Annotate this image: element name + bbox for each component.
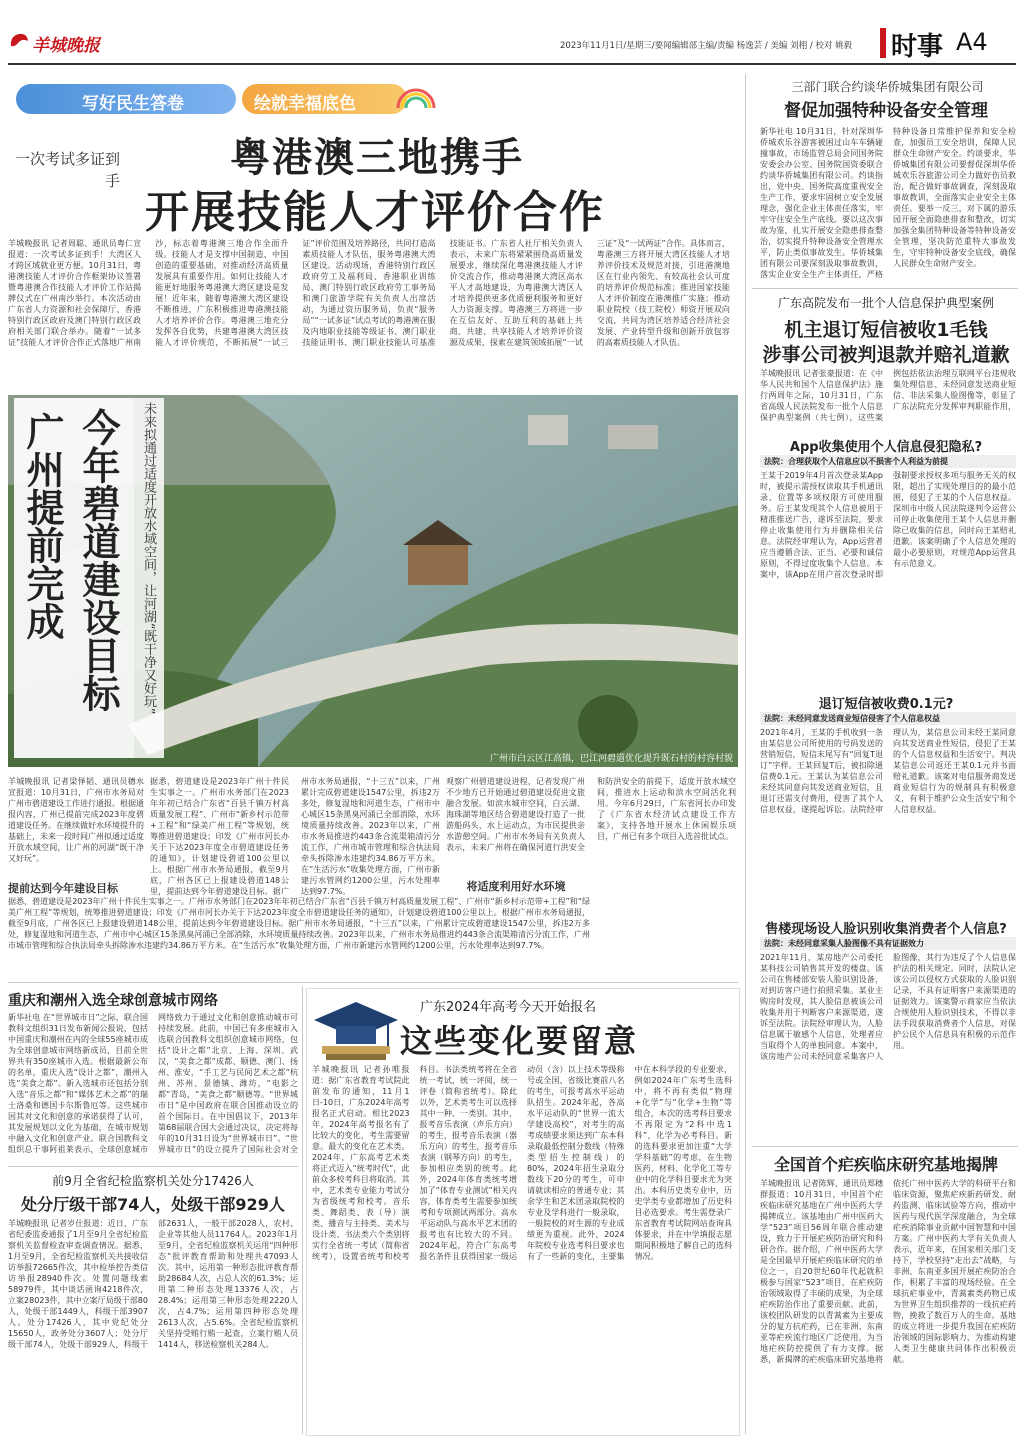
divider-greenway xyxy=(8,982,738,983)
logo-text: 羊城晚报 xyxy=(32,36,100,56)
photo-caption: 广州市白云区江高镇，巴江河碧道优化提升既石村的村容村貌 xyxy=(489,754,733,764)
case2-title: 退订短信被收费0.1元? xyxy=(818,697,954,712)
graduation-cap-icon xyxy=(312,994,400,1064)
privacy-headline-line2: 涉事公司被判退款并赔礼道歉 xyxy=(762,344,1010,366)
case2-law: 法院：未经同意发送商业短信侵害了个人信息权益 xyxy=(760,712,1016,725)
greenway-headline: 今年碧道建设目标 xyxy=(76,408,120,712)
section-marker xyxy=(880,28,886,58)
masthead-rule xyxy=(8,63,1016,65)
greenway-body2-continued: 据悉，碧道建设是2023年广州十件民生实事之一。广州市水务部门在2023年年初已结合广东省“百县千镇万村高质量发展工程”、广州市“新乡村示范带+工程”和“绿美广州工程”等规划，统筹推进碧道建设；印发《广州市河长办关于下达2023年度全市碧道建设任务的通知》，计划建设碧道100公里以上。根据广州市水务局通报，截至9月底，广州各区已上报建设碧道148公里，提前达到今年碧道建设目标。据广州市水务局通报，“十三五”以来，广州累计完成碧道建设1547公里，拆违2万多处，修复湿地和河道生态，广州市中心城区15条黑臭河涌已全部消除，水环境质量持续改善。2023年以来，广州市水务局推进约443条合流渠箱清污分流工作，广州市城市管理和综合执法局牵头拆除渗水违建约34.86万平方米。在“生活污水”收集处理方面，广州市新建污水管网约1200公里，污水处理率达到97.7%。 xyxy=(150,777,440,896)
case3-body: 2021年11月，某房地产公司委托某科技公司销售其开发的楼盘。该公司在售楼部安装人脸识别设备，对到访客户进行拍照采集。某业主购房时发现，其人脸信息被该公司收集并用于判断客户来源渠道，遂诉至法院。法院经审理认为，人脸信息属于敏感个人信息，处理者应当取得个人的单独同意。本案中，该房地产公司未经同意采集客户人脸图像，其行为违反了个人信息保护法的相关规定。同时，法院认定该公司以侵权方式获取的人脸识别记录，不具有证明客户来源渠道的证据效力。该案警示商家应当依法合规使用人脸识别技术，不得以非法手段获取消费者个人信息，对保护公民个人信息具有积极的示范作用。 xyxy=(760,953,1016,1061)
case3-law: 法院：未经同意采集人脸图像不具有证据效力 xyxy=(760,937,1016,950)
theme-banner xyxy=(16,80,416,120)
gaokao-body: 羊城晚报讯 记者孙唯报道：据广东省教育考试院此前发布的通知，11月1日-10日，广东2024年高考报名正式启动。相比2023年，2024年高考报名有了比较大的变化，考生需要留意。最大的变化在艺术类。2024年，广东高考艺术类将正式迈入“统考时代”，此前众多校考科目将取消。其中，艺术类专业能力考试分为省级统考和校考。音乐类、舞蹈类、表（导）演类、播音与主持类、美术与设计类、书法类六个类别将实行全省统一考试（简称省统考），设置省统考和校考科目。书法类统考将在全省统一考试，统一评阅，统一评卷（简称省统考）。除此以外，艺术类考生可以选择其中一种、一类别。其中，报考音乐表演（声乐方向）的考生，报考音乐表演（器乐方向）的考生，报考音乐表演（钢琴方向）的考生，参加相应类别的统考。此外，2024年体育类统考增加了“体育专业测试”相关内容，体育类考生需要参加统考和专项测试两部分。高水平运动队与高水平艺术团的报考也有比较大的不同。2024年起，符合广东高考报名条件且获得国家一级运动员（含）以上技术等级称号或全国、省级比赛前八名的考生，可报考高水平运动队招生。2024年起，各高水平运动队的“世界一流大学建设高校”，对考生的高考成绩要求须达到广东本科录取最低控制分数线（特殊类型招生控制线）的80%，2024年招生录取分数线下20分的考生，可申请就读相应的普通专业；其余学生和艺术团录取院校的专业及学科进行一般录取，一般院校的对生源的专业成绩更为重视。此外，2024年院校专业选考科目要求也有了一些新的变化，主要集中在本科学段的专业要求，例如2024年广东考生选科中，将不再有类似“物理+化学”与“化学+生物”等组合，本次的选考科目要求不再限定为“2科中选1科”，化学为必考科目。新的选科要求更加注重“大学学科基础”的考虑，在生物医药、材料、化学化工等专业中的化学科目要求尤为突出。本科历史类专业中，历史学类专业都增加了历史科目必选要求。考生需登录广东省教育考试院网站查询具体要求，并在中学填报志愿期间积极地了解自己的选科情况。 xyxy=(312,1065,732,1261)
lead-headline-line2: 开展技能人才评价合作 xyxy=(145,187,605,238)
top-right-body: 新华社电 10月31日，针对深圳华侨城欢乐谷游客被困过山车车辆碰撞事故，市场监管总局会同国务院安委会办公室、国务院国资委联合约谈华侨城集团有限公司。约谈指出，党中央、国务院高度重视安全生产工作，要求牢固树立安全发展理念，强化企业主体责任落实，牢牢守住安全生产底线。要以这次事故为鉴，扎实开展安全隐患排查整治，切实提升特种设备安全管理水平，防止类似事故发生。华侨城集团有限公司要深刻汲取事故教训，落实企业安全生产主体责任，严格特种设备日常维护保养和安全检查，加强员工安全培训，保障人民群众生命财产安全。约谈要求，华侨城集团有限公司要督促深圳华侨城欢乐谷旅游公司全力做好伤员救治，配合做好事故调查，深刻汲取事故教训，全面落实企业安全主体责任。要举一反三，对下属的游乐园开展全面隐患排查和整改，切实加强全集团特种设备等特种设备安全管理，坚决防范重特大事故发生，守牢特种设备安全底线，确保人民群众生命财产安全。 xyxy=(760,127,1016,279)
privacy-kicker: 广东高院发布一批个人信息保护典型案例 xyxy=(777,296,994,310)
top-right-headline: 督促加强特种设备安全管理 xyxy=(784,101,988,121)
divider-privacy xyxy=(752,1146,1018,1147)
creative-headline: 重庆和潮州入选全球创意城市网络 xyxy=(8,993,218,1009)
page-number: A4 xyxy=(956,28,988,56)
case1-body: 王某于2019年4月首次登录某App时，被提示需授权读取其手机通讯录、位置等多项权限方可使用服务。后王某发现其个人信息被用于精准推送广告，遂诉至法院，要求停止收集使用行为并删除相关信息。法院经审理认为，App运营者应当遵循合法、正当、必要和诚信原则，不得过度收集个人信息。本案中，该App在用户首次登录时即强制要求授权多项与服务无关的权限，超出了实现处理目的的最小范围，侵犯了王某的个人信息权益。深圳市中级人民法院遂判令运营公司停止收集使用王某个人信息并删除已收集的信息，同时向王某赔礼道歉。该案明确了个人信息处理的最小必要原则，对规范App运营具有示范意义。 xyxy=(760,471,1016,579)
case1-law: 法院：合理获取个人信息应以不损害个人利益为前提 xyxy=(760,455,1016,468)
greenway-body: 羊城晚报讯 记者梁怿韬、通讯员穗水宣报道：10月31日，广州市水务局对广州市碧道建设工作进行通报。根据通报内容，广州已提前完成2023年度碧道建设任务。在继续做好水环境提升的基础上，未来一段时间广州拟通过适度开放水域空间，让广州的河湖“既干净又好玩”。 xyxy=(8,777,144,863)
case3-title: 售楼现场设人脸识别收集消费者个人信息? xyxy=(765,922,1007,937)
divider-top-right xyxy=(752,288,1018,289)
divider-creative xyxy=(8,1166,298,1167)
greenway-body2-cols xyxy=(150,776,440,976)
section-name: 时事 xyxy=(891,32,944,62)
greenway-sub1: 提前达到今年建设目标 xyxy=(8,882,118,895)
greenway-body2: 据悉，碧道建设是2023年广州十件民生实事之一。广州市水务部门在2023年年初已结合广东省“百县千镇万村高质量发展工程”、广州市“新乡村示范带+工程”和“绿美广州工程”等规划，统筹推进碧道建设；印发《广州市河长办关于下达2023年度全市碧道建设任务的通知》，计划建设碧道100公里以上。根据广州市水务局通报，截至9月底，广州各区已上报建设碧道148公里，提前达到今年碧道建设目标。据广州市水务局通报，“十三五”以来，广州累计完成碧道建设1547公里，拆违2万多处，修复湿地和河道生态，广州市中心城区15条黑臭河涌已全部消除，水环境质量持续改善。2023年以来，广州市水务局推进约443条合流渠箱清污分流工作，广州市城市管理和综合执法局牵头拆除渗水违建约34.86万平方米。在“生活污水”收集处理方面，广州市新建污水管网约1200公里，污水处理率达到97.7%。 xyxy=(8,897,590,950)
privacy-intro: 羊城晚报讯 记者张豪报道：在《中华人民共和国个人信息保护法》施行两周年之际，10月31日，广东省高级人民法院发布一批个人信息保护典型案例（共七例），这些案例包括依法治理互联网平台违规收集处理信息、未经同意发送商业短信、非法采集人脸图像等，彰显了广东法院充分发挥审判职能作用， xyxy=(760,369,1016,422)
case1-title: App收集使用个人信息侵犯隐私? xyxy=(789,440,983,455)
gaokao-headline: 这些变化要留意 xyxy=(400,1022,639,1060)
case2-body: 2021年4月，王某的手机收到一条由某信息公司所使用的号码发送的营销短信，短信末尾写有“回复T退订”字样。王某回复T后，被扣除通信费0.1元。王某认为某信息公司未经其同意向其发送商业短信，且退订还需支付费用，侵害了其个人信息权益，遂提起诉讼。法院经审理认为，某信息公司未经王某同意向其发送商业性短信，侵犯了王某的个人信息权益和生活安宁。判决某信息公司返还王某0.1元并书面赔礼道歉。该案对电信服务商发送商业短信行为的规制具有积极意义，有利于维护公众生活安宁和个人信息权益。 xyxy=(760,728,1016,814)
dateline: 2023年11月1日/星期三/要闻编辑部主编/责编 杨逸芸 / 美编 刘栩 / 校对 姚毅 xyxy=(560,41,853,51)
lead-headline-line1: 粤港澳三地携手 xyxy=(230,135,524,181)
column-divider-mid xyxy=(302,986,303,1434)
banner-left-text: 写好民生答卷 xyxy=(82,94,184,114)
banner-right-text: 绘就幸福底色 xyxy=(254,94,356,114)
creative-body: 新华社电 在“世界城市日”之际，联合国教科文组织31日发布新闻公报说，包括中国重庆和潮州在内的全球55座城市成为全球创意城市网络新成员，目前全世界共有350座城市入选。根据最新公布的名单，重庆入选“设计之都”，潮州入选“美食之都”。新入选城市还包括分别入选“音乐之都”和“媒体艺术之都”的瑞士洛桑和德国卡尔斯鲁厄等。这些城市因其对文化和创意的承诺获得了认可，其发展规划以文化为基础，在城市规划中融入文化和创意产业。联合国教科文组织总干事阿祖莱表示，全球创意城市网络致力于通过文化和创意推动城市可持续发展。此前，中国已有多座城市入选联合国教科文组织创意城市网络，包括“设计之都”北京、上海、深圳、武汉，“美食之都”成都、顺德、澳门、扬州、淮安，“手工艺与民间艺术之都”杭州、苏州、景德镇、潍坊，“电影之都”青岛，“美食之都”顺德等。“世界城市日”是中国政府在联合国推动设立的首个国际日。在中国倡议下，2013年第68届联合国大会通过决议，决定将每年的10月31日设为“世界城市日”。“世界城市日”的设立提升了国际社会对全 xyxy=(8,1013,298,1154)
malaria-body: 羊城晚报讯 记者陈辉、通讯员郑穗群报道：10月31日，中国首个疟疾临床研究基地在广州中医药大学揭牌成立。该基地由广州中医药大学“523”项目56周年联合推动建设，致力于开展疟疾防治研究和科研合作。据介绍，广州中医药大学是全国最早开展疟疾临床研究的单位之一，自20世纪60年代起就积极参与国家“523”项目，在疟疾防治领域取得了丰硕的成果，为全球疟疾防治作出了重要贡献。此前，该校团队研发的以青蒿素为主要成分的复方抗疟药，已在非洲、东南亚等疟疾流行地区广泛使用，为当地疟疾防控提供了有力支撑。据悉，新揭牌的疟疾临床研究基地将依托广州中医药大学的科研平台和临床资源，聚焦疟疾新药研发、耐药监测、临床试验等方向，推动中医药与现代医学深度融合，为全球疟疾消除事业贡献中国智慧和中国方案。广州中医药大学有关负责人表示，近年来，在国家相关部门支持下，学校坚持“走出去”战略，与非洲、东南亚多国开展疟疾防治合作，积累了丰富的现场经验。在全球抗疟事业中，青蒿素类药物已成为世界卫生组织推荐的一线抗疟药物，挽救了数百万人的生命。基地的成立将进一步提升我国在疟疾防治领域的国际影响力，为推动构建人类卫生健康共同体作出积极贡献。 xyxy=(760,1179,1016,1364)
gaokao-kicker: 广东2024年高考今天开始报名 xyxy=(420,1000,597,1015)
greenway-headline-2: 广州提前完成 xyxy=(20,412,64,640)
discipline-headline: 处分厅级干部74人，处级干部929人 xyxy=(21,1195,285,1214)
rainbow-icon xyxy=(394,82,438,112)
newspaper-logo xyxy=(8,30,118,54)
column-divider-right xyxy=(745,74,746,1434)
privacy-headline-line1: 机主退订短信被收1毛钱 xyxy=(784,319,988,341)
greenway-body3: 观察广州碧道建设进程，记者发现广州不少地方已开始通过碧道建设促进文旅融合发展。如滨水城市空间，白云湖、海珠湖等地区结合碧道建设打造了一批游船码头、水上运动点，为市民提供亲水游憩空间。广州市水务局有关负责人表示，未来广州将在确保河道行洪安全和防洪安全的前提下，适度开放水域空间，推进水上运动和滨水空间活化利用。今年6月29日，广东省河长办印发了《广东省水经济试点建设工作方案》，支持各地开展水上休闲娱乐项目，广州已有多个项目入选首批试点。 xyxy=(446,777,736,852)
discipline-kicker: 前9月全省纪检监察机关处分17426人 xyxy=(52,1174,254,1188)
discipline-body: 羊城晚报讯 记者岁仕报道：近日，广东省纪委监委通报了1月至9月全省纪检监察机关监督检查审查调查情况。据悉，1月至9月，全省纪检监察机关共接收信访举报72665件次，其中检举控告类信访举报28940件次。处置问题线索58979件，其中谈话函询4218件次，立案28023件，其中立案厅局级干部80人，处级干部1449人，科级干部3907人。处分17426人，其中党纪处分15650人，政务处分3607人；处分厅级干部74人，处级干部929人，科级干部2631人，一般干部2028人，农村、企业等其他人员11764人。2023年1月至9月，全省纪检监察机关运用“四种形态”批评教育帮助和处理共47093人次。其中，运用第一种形态批评教育帮助28684人次，占总人次的61.3%；运用第二种形态处理13376人次，占28.4%；运用第三种形态处理2220人次，占4.7%；运用第四种形态处理2613人次，占5.6%。全省纪检监察机关坚持受贿行贿一起查，立案行贿人员1414人，移送检察机关284人。 xyxy=(8,1219,298,1349)
logo-ram-icon xyxy=(8,30,30,52)
lead-kicker: 一次考试多证到手 xyxy=(14,150,120,190)
top-right-kicker: 三部门联合约谈华侨城集团有限公司 xyxy=(791,80,984,94)
malaria-headline: 全国首个疟疾临床研究基地揭牌 xyxy=(773,1155,998,1174)
masthead xyxy=(0,0,1024,66)
greenway-deck: 未来拟通过适度开放水域空间，让河湖“既干净又好玩” xyxy=(141,402,156,715)
lead-body: 羊城晚报讯 记者周聪、通讯员粤仁宣报道：一次考试多证到手！大湾区人才跨区域就业更方便。10月31日，粤港澳技能人才评价合作框架协议签署暨粤港澳合作技能人才评价工作站揭牌仪式在广州南沙举行。本次活动由广东省人力资源和社会保障厅、香港特别行政区政府及澳门特别行政区政府相关部门联合举办。随着“一试多证”技能人才评价合作正式落地广州南沙，标志着粤港澳三地合作全面升级。技能人才是支撑中国制造、中国创造的重要基础，对推动经济高质量发展具有重要作用。如何让技能人才能更好地服务粤港澳大湾区建设是发展！近年来，随着粤港澳大湾区建设不断推进，广东积极推进粤港澳技能人才培养评价合作。粤港澳三地充分发挥各自优势，共建粤港澳大湾区技能人才评价规范，不断拓展“一试三证”评价范围及培养路径，共同打造高素质技能人才队伍，服务粤港澳大湾区建设。活动现场，香港特别行政区政府劳工及福利局、香港职业训练局、澳门特别行政区政府劳工事务局和澳门旅游学院有关负责人出席活动，为通过资历服务局，负责“服务局”“一试多证”试点考试的粤港澳在服及内地职业技能等级证书、澳门职业技能证明书、澳门职业技能认可基准技能证书。广东省人社厅相关负责人表示，未来广东将紧紧围绕高质量发展要求，继续深化粤港澳技能人才评价交流合作，推动粤港澳大湾区高水平人才高地建设，为粤港澳大湾区人才培养提供更多优质便利服务和更好人力资源支撑。粤港澳三方将进一步在互信友好、互助互利的基础上共商、共建、共享技能人才培养评价资源及成果，探索在建筑领域拓展“一试三证”及“一试两证”合作。具体而言，粤港澳三方将开展大湾区技能人才培养评价技术及规范对接，引进港澳地区在行业内领先、有较高社会认可度的培养评价规范标准；推进国家技能人才评价制度在港澳推广实施；推动职业院校（技工院校）师资开展双向交流，共同为湾区培养适合经济社会发展、产业转型升级和创新开放包容的高素质技能人才队伍。 xyxy=(8,239,730,347)
greenway-sub2: 将适度利用好水环境 xyxy=(466,880,566,893)
